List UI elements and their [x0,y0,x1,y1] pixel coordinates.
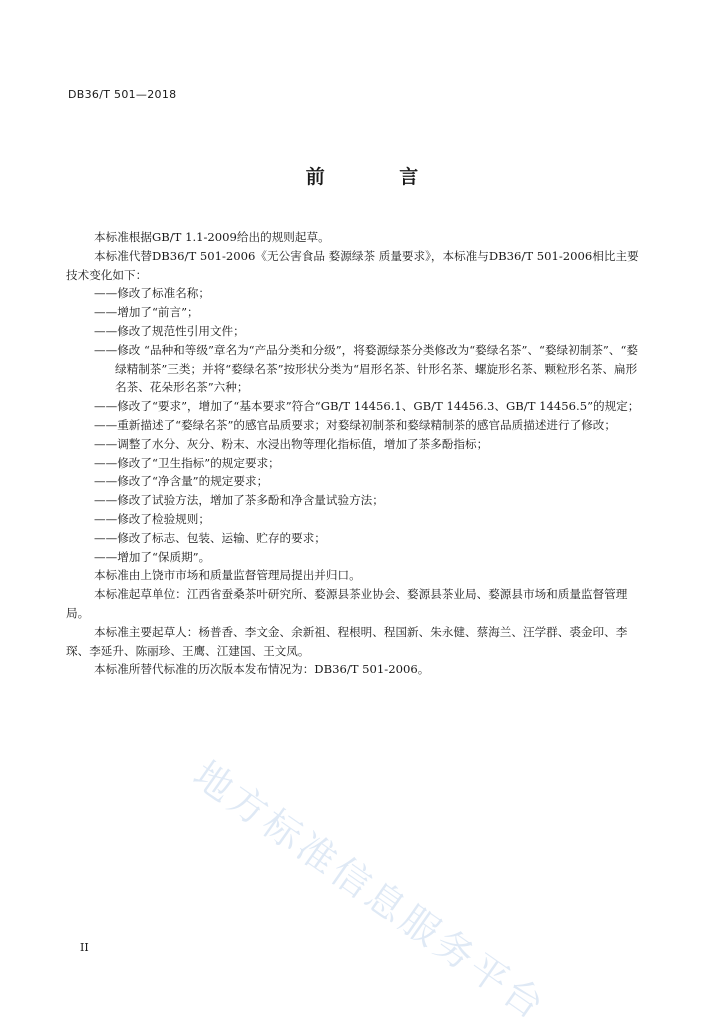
watermark: 地方标准信息服务平台 [185,752,555,1030]
paragraph-basis: 本标准根据GB/T 1.1-2009给出的规则起草。 [94,230,330,244]
standard-code: DB36/T 501—2018 [68,88,177,101]
list-item: ——增加了“前言”； [94,305,199,320]
foreword-body [66,228,643,679]
list-item: ——修改了“净含量”的规定要求； [94,474,269,489]
paragraph-drafting-units: 本标准起草单位：江西省蚕桑茶叶研究所、婺源县茶业协会、婺源县茶业局、婺源县市场和质量监督管理局。 [66,587,628,620]
paragraph-proposer: 本标准由上饶市市场和质量监督管理局提出并归口。 [94,568,361,583]
page-title: 前 言 [305,166,453,188]
list-item: ——重新描述了“婺绿名茶”的感官品质要求；对婺绿初制茶和婺绿精制茶的感官品质描述进行了修改； [94,417,616,432]
list-item: ——修改了试验方法，增加了茶多酚和净含量试验方法； [94,493,384,508]
list-item: ——增加了“保质期”。 [94,549,211,564]
list-item: ——修改了标志、包装、运输、贮存的要求； [94,530,326,545]
paragraph-history: 本标准所替代标准的历次版本发布情况为：DB36/T 501-2006。 [94,662,430,677]
list-item: ——修改了“要求”，增加了“基本要求”符合“GB/T 14456.1、GB/T 14456.3、GB/T 14456.5”的规定； [94,399,640,414]
paragraph-drafters: 本标准主要起草人：杨普香、李文金、余新祖、程根明、程国新、朱永健、蔡海兰、汪学群、裘金印、李琛、李延升、陈丽珍、王鹰、江建国、王文凤。 [66,624,628,658]
list-item: ——修改了“卫生指标”的规定要求； [94,455,280,470]
list-item: ——调整了水分、灰分、粉末、水浸出物等理化指标值，增加了茶多酚指标； [94,436,489,451]
paragraph-replaces: 本标准代替DB36/T 501-2006《无公害食品 婺源绿茶 质量要求》，本标准与DB36/T 501-2006相比主要技术变化如下： [66,248,639,282]
list-item: ——修改 “品种和等级”章名为“产品分类和分级”，将婺源绿茶分类修改为“婺绿名茶”、“婺绿初制茶”、“婺绿精制茶”三类；并将“婺绿名茶”按形状分类为“眉形名茶、针形名茶、螺旋形名茶、颗粒形名茶、扁形名茶、花朵形名茶”六种； [94,342,638,395]
changes-list [66,284,643,566]
list-item: ——修改了标准名称； [94,286,210,301]
list-item: ——修改了规范性引用文件； [94,323,245,338]
page-number: II [80,941,89,954]
list-item: ——修改了检验规则； [94,511,210,526]
